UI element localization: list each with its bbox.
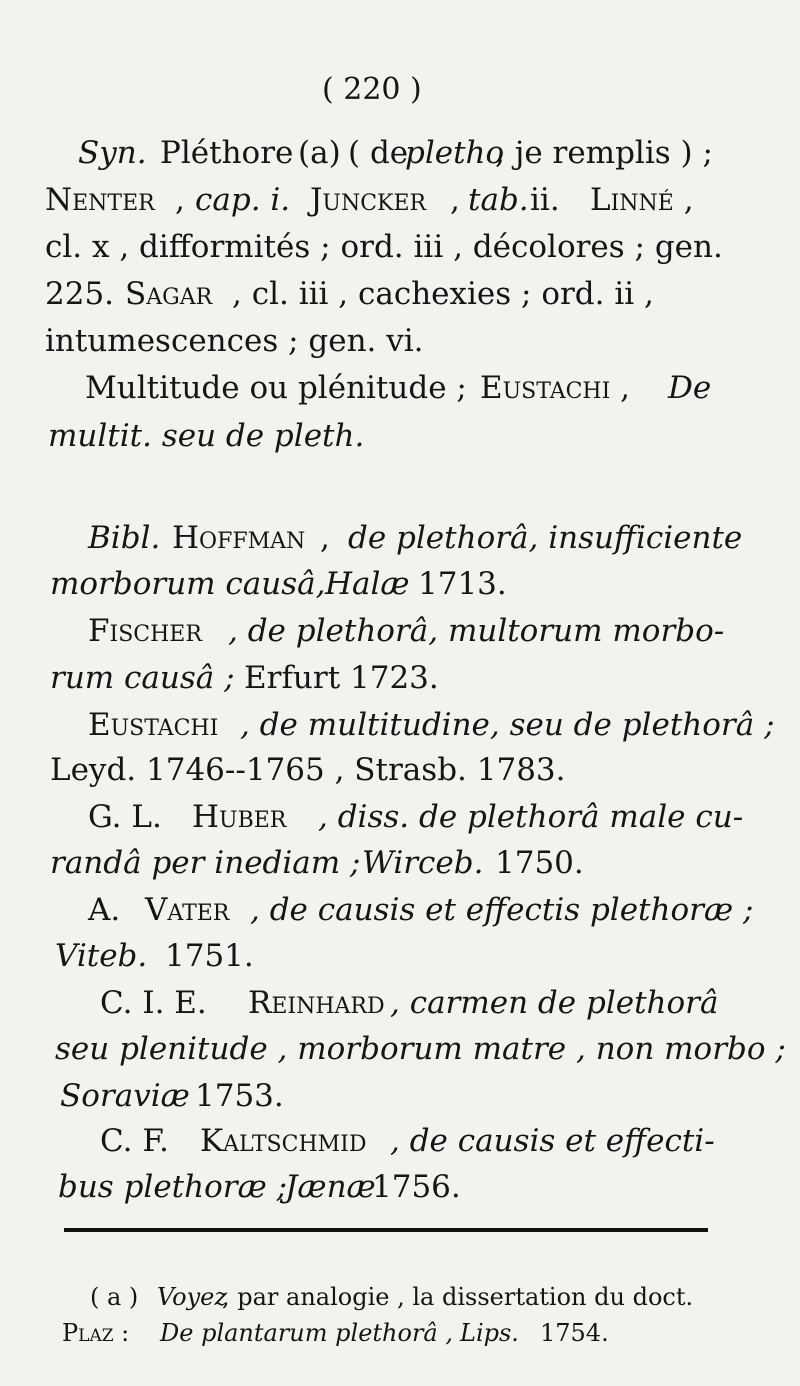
bibl-eustachi-line-1: Eustachi , de multitudine, seu de plethorâ ; [88,707,775,743]
syn-line-1: Syn. Pléthore (a) ( de pletho , je remplis ) ; [78,135,713,171]
footnote-line-2: Plaz : De plantarum plethorâ , Lips. 1754. [62,1319,609,1347]
syn-line-2: Nenter , cap. i. Juncker , tab. ii. Linné , [45,182,694,218]
bibl-fischer-line-2: rum causâ ; Erfurt 1723. [50,660,439,696]
bibl-eustachi-line-2: Leyd. 1746--1765 , Strasb. 1783. [50,752,566,788]
multitude-line-2: multit. seu de pleth. [48,418,365,454]
bibl-kaltschmid-line-2: bus plethoræ ; Jænæ 1756. [58,1169,461,1205]
bibl-vater-line-2: Viteb. 1751. [55,938,254,974]
syn-line-3: cl. x , difformités ; ord. iii , décolores ; gen. [45,229,723,265]
bibl-huber-line-2: randâ per inediam ; Wirceb. 1750. [50,845,584,881]
footnote-rule [64,1228,708,1232]
bibl-reinhard-line-3: Soraviæ 1753. [60,1078,284,1114]
bibl-vater-line-1: A. Vater , de causis et effectis plethoræ ; [88,892,754,928]
bibl-kaltschmid-line-1: C. F. Kaltschmid , de causis et effecti- [100,1123,715,1159]
footnote-ref: (a) [298,135,341,171]
bibl-huber-line-1: G. L. Huber , diss. de plethorâ male cu- [88,799,744,835]
bibl-hoffman-line-2: morborum causâ, Halæ 1713. [50,566,507,602]
page-number: ( 220 ) [322,72,422,107]
footnote-line-1: ( a ) Voyez , par analogie , la dissertation du doct. [90,1283,694,1311]
syn-line-5: intumescences ; gen. vi. [45,323,424,359]
bibl-hoffman-line-1: Bibl. Hoffman , de plethorâ, insufficiente [88,520,743,556]
bibl-fischer-line-1: Fischer , de plethorâ, multorum morbo- [88,613,725,649]
bibl-reinhard-line-2: seu plenitude , morborum matre , non morbo ; [55,1031,786,1067]
multitude-line-1: Multitude ou plénitude ; Eustachi , De [85,370,712,406]
bibl-reinhard-line-1: C. I. E. Reinhard , carmen de plethorâ [100,985,719,1021]
syn-line-4: 225. Sagar , cl. iii , cachexies ; ord. ii , [45,276,654,312]
